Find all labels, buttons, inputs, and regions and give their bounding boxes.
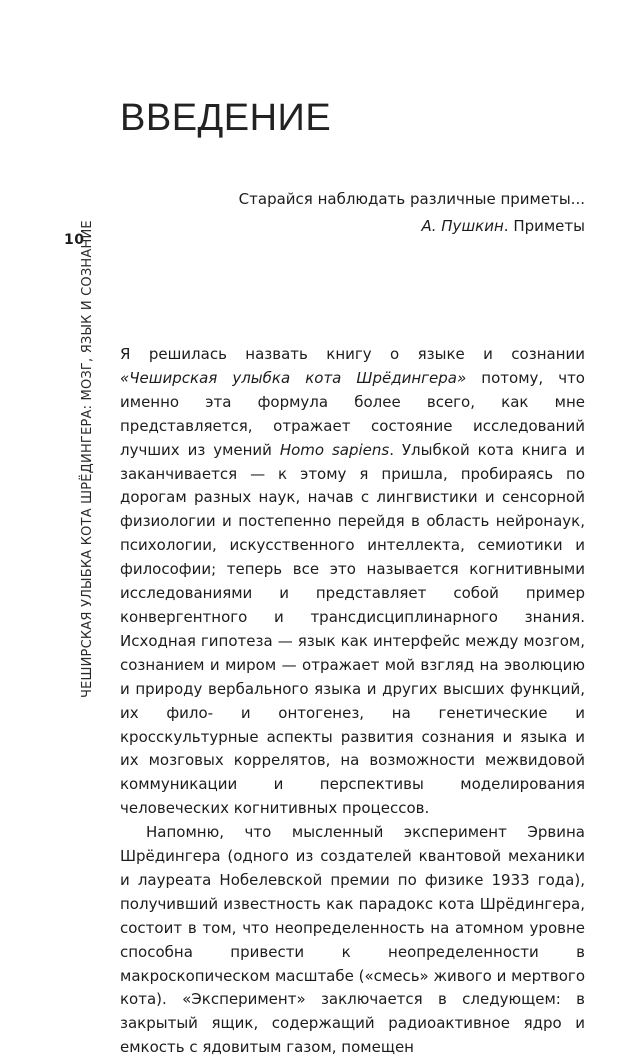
epigraph	[239, 186, 585, 240]
running-head: ЧЕШИРСКАЯ УЛЫБКА КОТА ШРЁДИНГЕРА: МОЗГ, ЯЗЫК И СОЗНАНИЕ	[80, 220, 95, 698]
paragraph-1-part-1: Я решилась назвать книгу о языке и сознании	[120, 345, 585, 363]
paragraph-1-part-2: потому, что именно эта формула более всего, как мне представляется, отражает состояние исследований лучших из умений	[120, 368, 585, 459]
paragraph-1-part-3: . Улыбкой кота книга и заканчивается — к этому я пришла, пробираясь по дорогам разных наук, начав с лингвистики и сенсорной физиологии и постепенно перейдя в область нейронаук, психологии, искусственного интеллекта, семиотики и философии; теперь все это называется когнитивными исследованиями и представляет собой пример конвергентного и трансдисциплинарного знания. Исходная гипотеза — язык как интерфейс между мозгом, сознанием и миром — отражает мой взгляд на эволюцию и природу вербального языка и других высших функций, их фило- и онтогенез, на генетические и кросскультурные аспекты развития сознания и языка и их мозговых коррелятов, на возможности межвидовой коммуникации и перспективы моделирования человеческих когнитивных процессов.	[120, 440, 585, 818]
paragraph-1	[120, 343, 585, 821]
epigraph-quote: Старайся наблюдать различные приметы...	[238, 190, 585, 208]
epigraph-author: А. Пушкин	[421, 217, 504, 235]
epigraph-source: . Приметы	[503, 217, 585, 235]
species-emphasis: Homo sapiens	[279, 440, 390, 459]
chapter-title: ВВЕДЕНИЕ	[120, 97, 332, 139]
book-title-emphasis: «Чеширская улыбка кота Шрёдингера»	[120, 368, 467, 387]
epigraph-attribution	[239, 213, 585, 240]
page-number: 10	[64, 232, 85, 248]
paragraph-2: Напомню, что мысленный эксперимент Эрвина Шрёдингера (одного из создателей квантовой механики и лауреата Нобелевской премии по физике 1933 года), получивший известность как парадокс кота Шрёдингера, состоит в том, что неопределенность на атомном уровне способна привести к неопределенности в макроскопическом масштабе («смесь» живого и мертвого кота). «Эксперимент» заключается в следующем: в закрытый ящик, содержащий радиоактивное ядро и емкость с ядовитым газом, помещен	[120, 823, 585, 1057]
body-text	[120, 343, 585, 1060]
